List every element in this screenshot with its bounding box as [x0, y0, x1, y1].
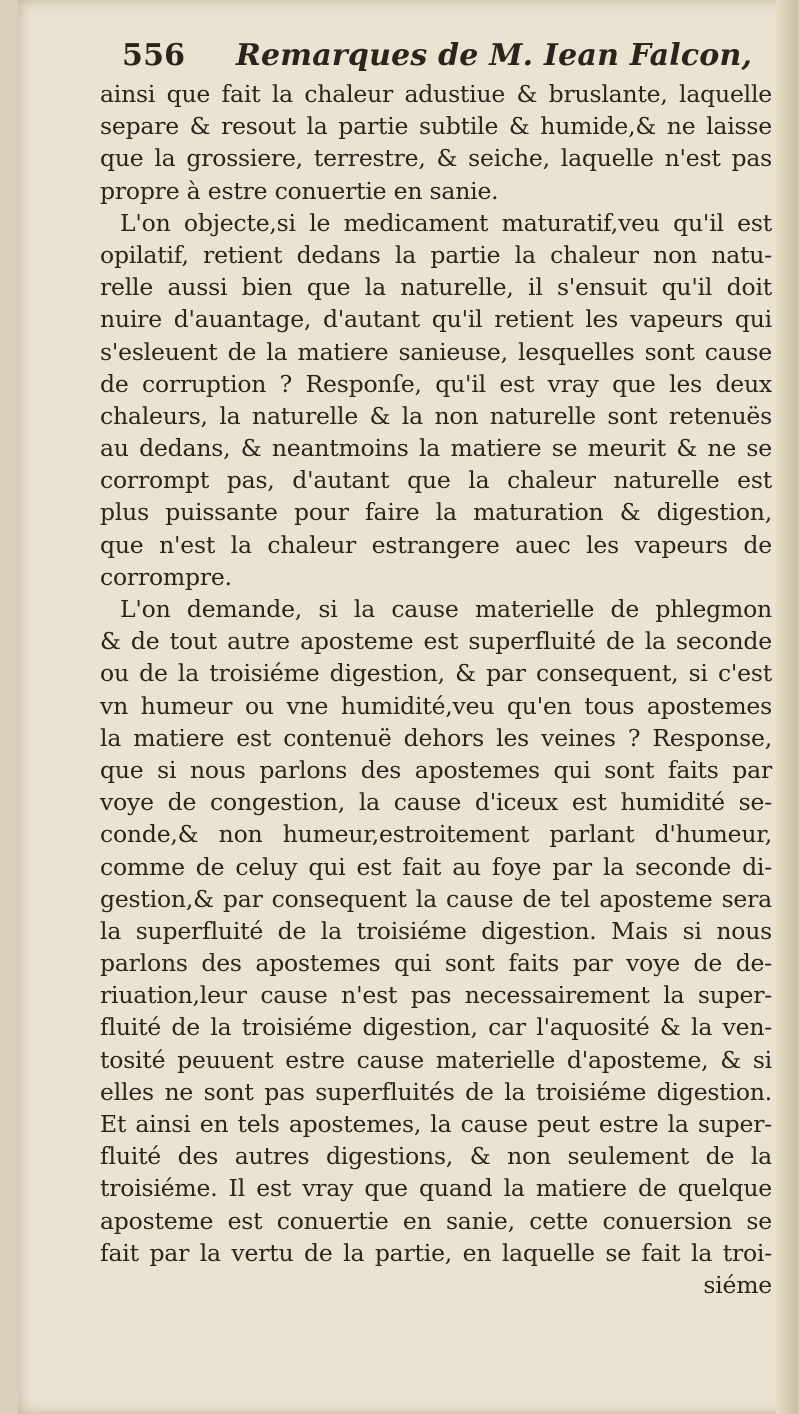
text-line: L'on demande, si la cause materielle de phlegmon	[120, 595, 772, 623]
text-line: conde,& non humeur,estroitement parlant d'humeur,	[100, 820, 772, 849]
text-line: gestion,& par consequent la cause de tel aposteme sera	[100, 884, 772, 913]
text-line: relle aussi bien que la naturelle, il s'ensuit qu'il doit	[100, 273, 772, 302]
text-line: separe & resout la partie subtile & humide,& ne laisse	[100, 112, 772, 141]
text-line: propre à estre conuertie en sanie.	[100, 176, 499, 205]
running-title: Remarques de M. Iean Falcon,	[235, 38, 753, 73]
catchword: siéme	[703, 1270, 772, 1299]
text-line: plus puissante pour faire la maturation & digestion,	[100, 498, 772, 527]
text-line: la matiere est contenuë dehors les veines ? Response,	[100, 723, 772, 752]
text-line: corrompt pas, d'autant que la chaleur naturelle est	[100, 466, 772, 495]
text-line: ou de la troisiéme digestion, & par consequent, si c'est	[100, 659, 772, 688]
text-line: comme de celuy qui est fait au foye par la seconde di-	[100, 852, 772, 881]
text-line: fluité des autres digestions, & non seulement de la	[100, 1142, 772, 1171]
text-line: & de tout autre aposteme est superfluité de la seconde	[100, 627, 772, 656]
text-line: nuire d'auantage, d'autant qu'il retient les vapeurs qui	[100, 305, 772, 334]
text-line: que si nous parlons des apostemes qui sont faits par	[100, 755, 772, 784]
text-line: que la grossiere, terrestre, & seiche, laquelle n'est pas	[100, 144, 772, 173]
text-line: fluité de la troisiéme digestion, car l'aquosité & la ven-	[100, 1013, 772, 1042]
text-body	[100, 78, 772, 1301]
text-line: au dedans, & neantmoins la matiere se meurit & ne se	[100, 434, 772, 463]
page-header	[122, 38, 752, 73]
text-line: Et ainsi en tels apostemes, la cause peut estre la super-	[100, 1110, 772, 1138]
text-line: fait par la vertu de la partie, en laquelle se fait la troi-	[100, 1238, 772, 1267]
text-line: de corruption ? Responſe, qu'il est vray que les deux	[100, 369, 772, 398]
text-line: aposteme est conuertie en sanie, cette conuersion se	[100, 1206, 772, 1235]
text-line: corrompre.	[100, 562, 232, 591]
text-line: voye de congestion, la cause d'iceux est humidité se-	[100, 788, 772, 817]
text-line: opilatif, retient dedans la partie la chaleur non natu-	[100, 240, 772, 269]
book-page	[18, 0, 798, 1414]
text-line: s'esleuent de la matiere sanieuse, lesquelles sont cause	[100, 337, 772, 366]
page-number: 556	[122, 38, 186, 73]
text-line: elles ne sont pas superfluités de la troisiéme digestion.	[100, 1077, 772, 1106]
text-line: que n'est la chaleur estrangere auec les vapeurs de	[100, 530, 772, 559]
text-line: chaleurs, la naturelle & la non naturelle sont retenuës	[100, 401, 772, 430]
text-line: riuation,leur cause n'est pas necessairement la super-	[100, 981, 772, 1010]
text-line: ainsi que fait la chaleur adustiue & bruslante, laquelle	[100, 80, 772, 108]
text-line: troisiéme. Il est vray que quand la matiere de quelque	[100, 1174, 772, 1203]
text-line: parlons des apostemes qui sont faits par voye de de-	[100, 949, 772, 978]
text-line: tosité peuuent estre cause materielle d'aposteme, & si	[100, 1045, 772, 1074]
text-line: vn humeur ou vne humidité,veu qu'en tous apostemes	[100, 691, 772, 720]
text-line: L'on objecte,si le medicament maturatif,veu qu'il est	[120, 208, 772, 237]
text-line: la superfluité de la troisiéme digestion. Mais si nous	[100, 916, 772, 945]
page-edge-shadow	[776, 0, 798, 1414]
